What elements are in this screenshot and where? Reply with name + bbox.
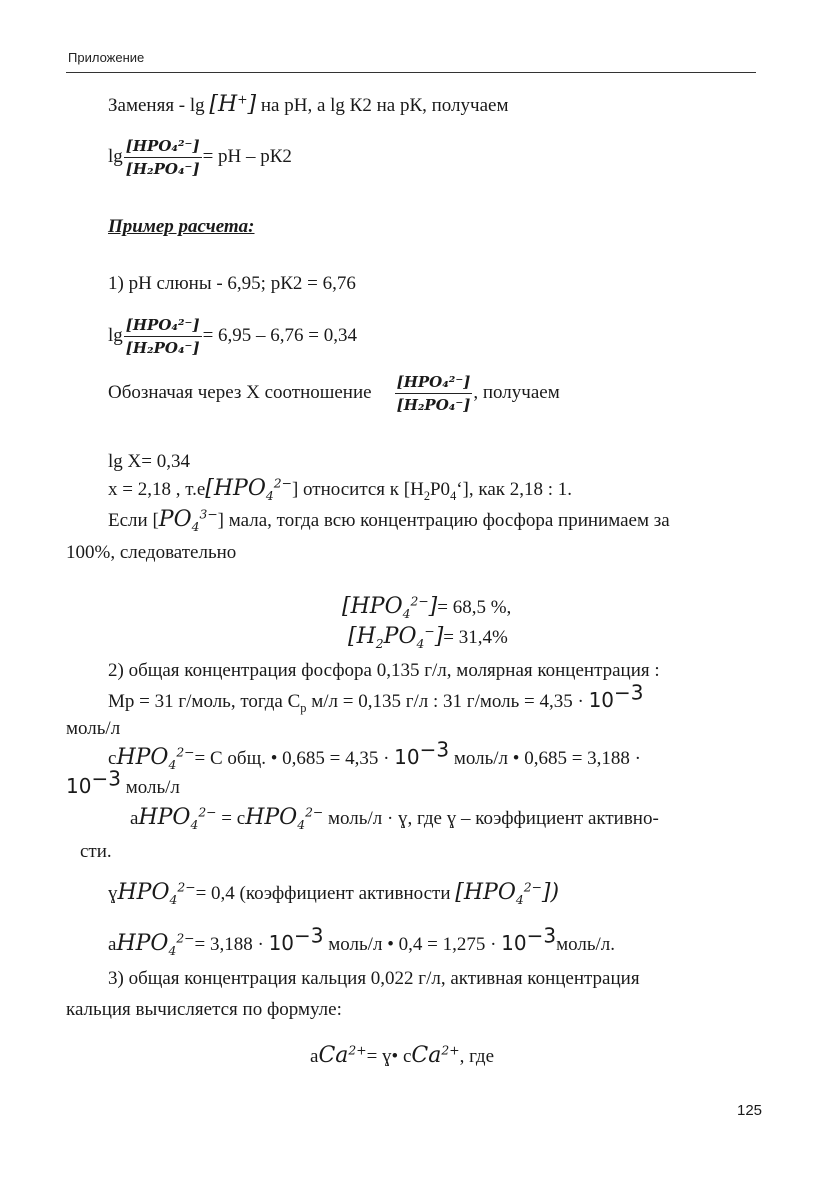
text-fragment: , где: [459, 1046, 495, 1067]
math: ]: [247, 92, 257, 117]
text-fragment: = c: [216, 808, 246, 829]
math-sup: −3: [614, 680, 644, 705]
text-line: 100%, следовательно: [66, 542, 237, 563]
math: HPO: [116, 931, 169, 956]
text-line: [108, 680, 644, 715]
math: 10: [501, 931, 527, 955]
text-fragment: lg: [108, 324, 123, 346]
text-line: aHPO$_4^{2-}$= $3,188 \cdot 10^{-3}$ моль/л • $0,4 = 1,275 \cdot 10^{-3}моль/л$.: [108, 923, 616, 958]
text-fragment: = рН – рК2: [202, 145, 292, 167]
text-fragment: = 6,95 – 6,76 = 0,34: [202, 324, 357, 346]
math: Ca: [411, 1043, 442, 1068]
formula-1: [108, 136, 292, 179]
text-fragment: = 3,188 ·: [194, 934, 269, 955]
text-line: x = 2,18 , $т.е[HPO_4^{2-}]$ относится к $[H_2P0_4‘]$, как 2,18 : 1.: [108, 476, 573, 503]
text-fragment: a: [130, 808, 139, 829]
text-fragment: lg: [108, 145, 123, 167]
fraction-numerator: [HPO₄²⁻]: [395, 372, 473, 394]
text-fragment: Если [: [108, 510, 159, 531]
math: HPO: [138, 805, 191, 830]
text-fragment: ] мала, тогда всю концентрацию фосфора принимаем за: [217, 510, 670, 531]
text-fragment: м/л = 0,135 г/л : 31 г/моль = 4,35 ·: [306, 691, 589, 712]
text-fragment: = 0,4 (коэффициент активности: [195, 883, 456, 904]
text-fragment: x = 2,18 , т.е: [108, 479, 206, 500]
text-fragment: Обозначая через Х соотношение: [108, 381, 372, 403]
running-header: Приложение: [68, 50, 145, 65]
math: Ca: [318, 1043, 349, 1068]
formula-2: [108, 315, 357, 358]
math: [H: [209, 92, 238, 117]
fraction-denominator: [H₂PO₄⁻]: [125, 160, 200, 178]
text-line: lg X= 0,34: [108, 451, 190, 472]
math: HPO: [117, 880, 170, 905]
text-line: [66, 766, 180, 800]
math: [HPO: [205, 476, 266, 501]
text-line: кальция вычисляется по формуле:: [66, 999, 342, 1020]
text-fragment: P0: [429, 479, 451, 500]
text-line: $[HPO_4^{2-}]= 68,5$ %,: [342, 594, 512, 621]
math: [H: [348, 624, 376, 649]
math: ]: [428, 594, 438, 619]
fraction-denominator: [H₂PO₄⁻]: [125, 339, 200, 357]
math-sup: −3: [419, 737, 450, 762]
header-rule: [66, 72, 756, 73]
fraction-numerator: [HPO₄²⁻]: [124, 136, 202, 158]
text-fragment: a: [108, 934, 117, 955]
step-1: 1) рН слюны - 6,95; рК2 = 6,76: [108, 273, 356, 294]
fraction-denominator: [H₂PO₄⁻]: [396, 396, 471, 414]
text-fragment: ] относится к [H: [291, 479, 424, 500]
text-line: ɣHPO$_4^{2-}$= 0,4 (коэффициент активности $[HPO_4^{2-}]$): [108, 880, 560, 907]
math: HPO: [245, 805, 298, 830]
math: ]): [541, 880, 560, 905]
math: PO: [158, 507, 192, 532]
text-fragment: моль/л • 0,685 = 3,188 ·: [449, 748, 641, 769]
fraction: [395, 372, 473, 415]
math-sup: 2+: [348, 1043, 367, 1058]
math: 10: [394, 745, 420, 769]
text-line: cHPO$_4^{2-}$= C общ. • $0,685 = 4,35 \cdot 10^{-3}$ моль/л • 0,685 = 3,188 ·: [108, 737, 641, 772]
text-fragment: a: [310, 1046, 319, 1067]
text-fragment: моль/л.: [556, 934, 616, 955]
fraction-numerator: [HPO₄²⁻]: [124, 315, 202, 337]
math: 10: [268, 931, 295, 955]
text-line: aHPO$_4^{2-}$ = cHPO$_4^{2-}$ моль/л · ɣ, где ɣ – коэффициент активно-: [130, 805, 659, 832]
subscript: р: [300, 700, 307, 715]
text-fragment: моль/л • 0,4 = 1,275 ·: [323, 934, 502, 955]
fraction: [124, 315, 202, 358]
math-sup: +: [237, 92, 248, 107]
text-fragment: , получаем: [473, 381, 560, 403]
math: 10: [588, 688, 615, 712]
text-fragment: ‘], как 2,18 : 1.: [456, 479, 573, 500]
math-sup: −3: [91, 766, 121, 791]
text-fragment: = ɣ• c: [366, 1046, 412, 1067]
math: 10: [66, 774, 92, 798]
text-fragment: = C общ. • 0,685 = 4,35 ·: [194, 748, 395, 769]
text-line: Если $[PO_4^{3-}]$ мала, тогда всю концентрацию фосфора принимаем за: [108, 507, 670, 534]
text-fragment: на рН, а lg К2 на рК, получаем: [256, 95, 509, 116]
math: [HPO: [455, 880, 516, 905]
text-line: [108, 372, 560, 415]
math: [HPO: [342, 594, 403, 619]
text-fragment: Мр = 31 г/моль, тогда С: [108, 691, 301, 712]
text-fragment: = 31,4%: [443, 627, 508, 648]
text-line: сти.: [80, 841, 112, 862]
math: ]: [434, 624, 444, 649]
math-sup: 2+: [441, 1043, 460, 1058]
text-fragment: моль/л · ɣ, где ɣ – коэффициент активно-: [323, 808, 659, 829]
text-line: $[H_2PO_4^-]= 31,4\%$: [348, 624, 508, 651]
text-line: [310, 1044, 494, 1069]
text-fragment: Заменяя - lg: [108, 95, 210, 116]
step-2: 2) общая концентрация фосфора 0,135 г/л, молярная концентрация :: [108, 660, 660, 681]
math: PO: [383, 624, 417, 649]
fraction: [124, 136, 202, 179]
text-fragment: c: [108, 748, 117, 769]
math: HPO: [116, 745, 169, 770]
text-line: моль/л: [66, 718, 121, 739]
math-sup: −3: [526, 923, 557, 948]
step-3: 3) общая концентрация кальция 0,022 г/л, активная концентрация: [108, 968, 640, 989]
math-sup: −3: [294, 923, 324, 948]
text-fragment: = 68,5 %,: [437, 597, 512, 618]
text-line: [108, 93, 508, 118]
text-fragment: моль/л: [120, 777, 180, 798]
example-heading: Пример расчета:: [108, 216, 255, 237]
text-fragment: ɣ: [108, 883, 118, 904]
page-number: 125: [737, 1102, 763, 1119]
